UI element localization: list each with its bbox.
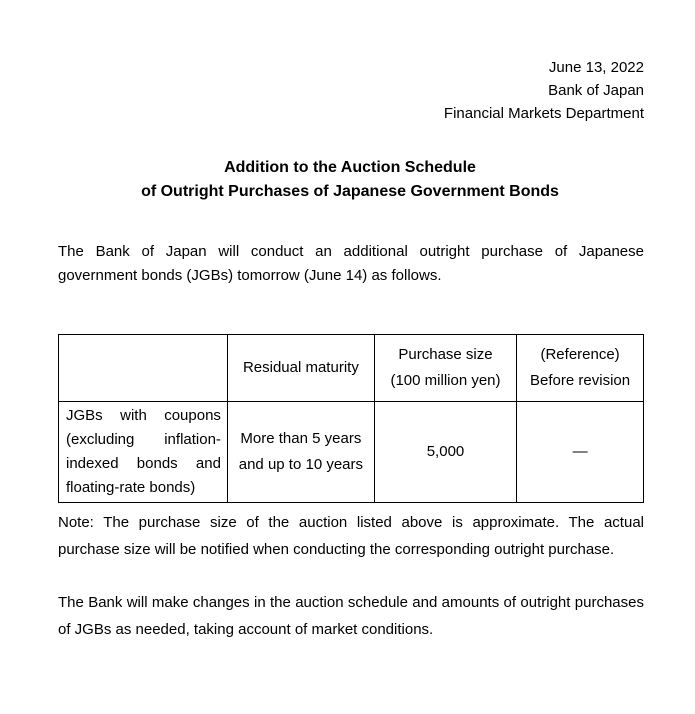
maturity-line1: More than 5 years bbox=[240, 430, 362, 447]
residual-maturity-header: Residual maturity bbox=[242, 359, 359, 376]
header-cell-reference bbox=[517, 335, 644, 402]
reference-header-line2: Before revision bbox=[530, 372, 631, 389]
document-date: June 13, 2022 bbox=[548, 59, 644, 76]
issuing-department: Financial Markets Department bbox=[443, 105, 644, 122]
auction-schedule-table bbox=[58, 334, 644, 503]
issuing-organization: Bank of Japan bbox=[548, 82, 644, 99]
purchase-size-header-line1: Purchase size bbox=[398, 346, 493, 363]
document-header bbox=[444, 56, 644, 125]
before-revision-cell bbox=[517, 402, 644, 503]
header-cell-residual-maturity bbox=[227, 335, 374, 402]
bond-type-cell: JGBs with coupons (excluding inflation-indexed bonds and floating-rate bonds) bbox=[59, 402, 228, 503]
table-header-row bbox=[59, 335, 644, 402]
before-revision-value: — bbox=[572, 443, 588, 460]
maturity-cell bbox=[227, 402, 374, 503]
title-line-1: Addition to the Auction Schedule bbox=[224, 159, 476, 176]
document-title bbox=[0, 156, 695, 204]
reference-header-line1: (Reference) bbox=[540, 346, 620, 363]
purchase-size-cell: 5,000 bbox=[374, 402, 516, 503]
header-cell-purchase-size bbox=[374, 335, 516, 402]
intro-paragraph: The Bank of Japan will conduct an additional outright purchase of Japanese government bonds (JGBs) tomorrow (June 14) as follows. bbox=[58, 243, 644, 284]
closing-paragraph: The Bank will make changes in the auction schedule and amounts of outright purchases of JGBs as needed, taking account of market conditions. bbox=[58, 594, 644, 638]
maturity-line2: and up to 10 years bbox=[238, 456, 364, 473]
table-row bbox=[59, 402, 644, 503]
header-cell-bond-type bbox=[59, 335, 228, 402]
title-line-2: of Outright Purchases of Japanese Government Bonds bbox=[141, 183, 559, 200]
note-paragraph: Note: The purchase size of the auction listed above is approximate. The actual purchase size will be notified when conducting the corresponding outright purchase. bbox=[58, 514, 644, 558]
purchase-size-header-line2: (100 million yen) bbox=[390, 372, 501, 389]
